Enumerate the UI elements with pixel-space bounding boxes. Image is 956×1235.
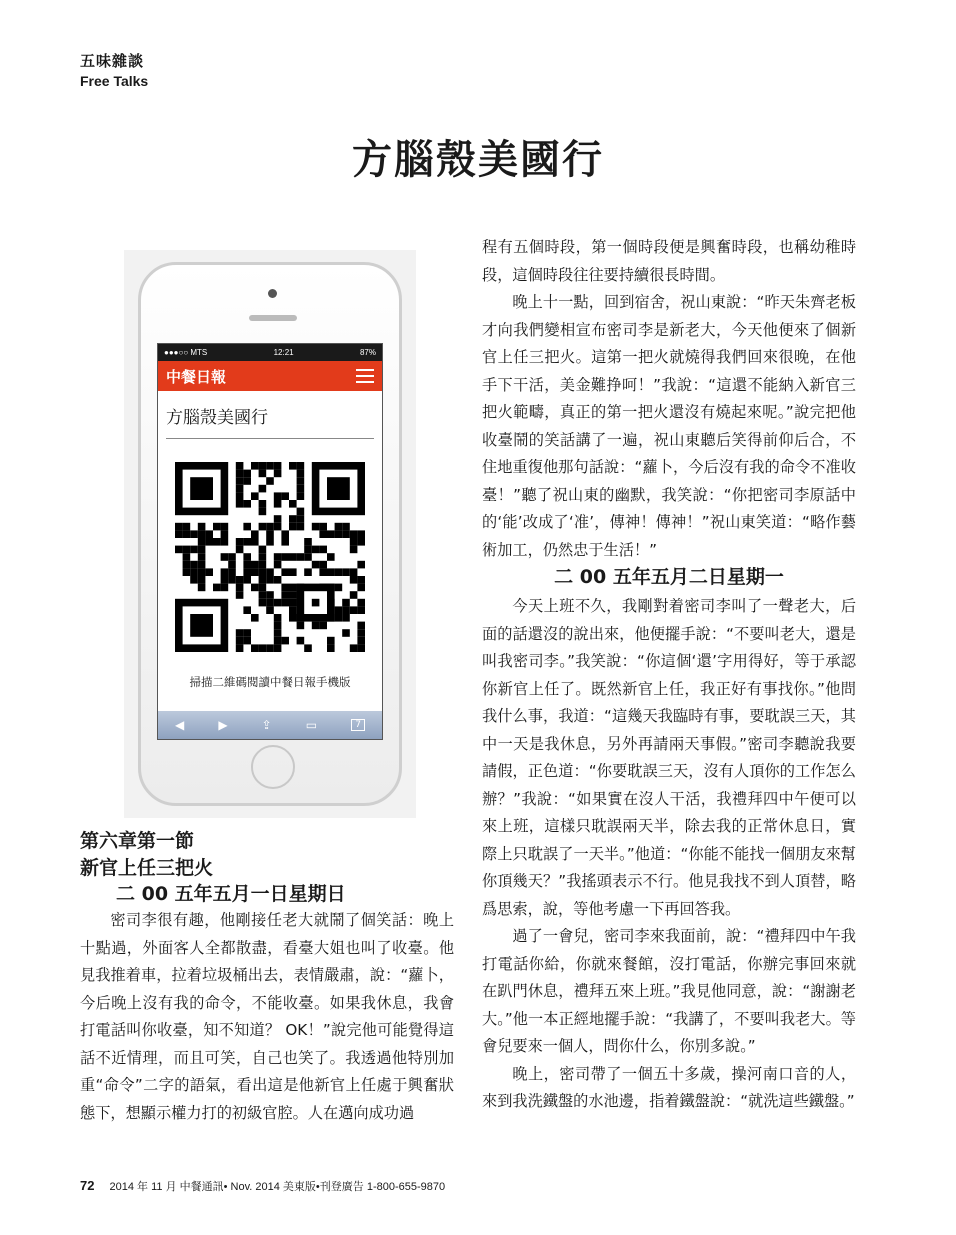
qr-code bbox=[175, 462, 365, 652]
back-arrow-icon: ◀ bbox=[175, 718, 185, 732]
chapter-heading: 第六章第一節 bbox=[80, 830, 195, 852]
hamburger-menu-icon bbox=[356, 369, 374, 383]
speaker-grille bbox=[249, 315, 297, 321]
paragraph: 密司李很有趣，他剛接任老大就鬧了個笑話：晚上十點過，外面客人全都散盡，看臺大姐也叫了收臺。他見我推着車，拉着垃圾桶出去，表情嚴肅，說：“蘿卜，今后晚上沒有我的命令，不能收臺。如果我休息，我會打電話叫你收臺，知不知道？ OK！”說完他可能覺得這話不近情理，而且可笑，自己也笑了。我透過他特別加重“命令”二字的語氣，看出這是他新官上任處于興奮狀態下，想顯示權力打的初級官腔。人在邁向成功過 bbox=[80, 911, 454, 1122]
page-footer bbox=[80, 1178, 445, 1194]
phone-screen bbox=[157, 343, 383, 740]
paragraph: 今天上班不久，我剛對着密司李叫了一聲老大，后面的話還沒的說出來，他便擺手說：“不要叫老大，還是叫我密司李。”我笑說：“你這個‘還’字用得好，等于承認你新官上任了。既然新官上任，我正好有事找你。”他問我什么事，我道：“這幾天我臨時有事，要耽誤三天，其中一天是我休息，另外再請兩天事假。”密司李聽說我要請假，正色道：“你要耽誤三天，沒有人頂你的工作怎么辦？”我說：“如果實在沒人干活，我禮拜四中午便可以來上班，這樣只耽誤兩天半，除去我的正常休息日，實際上只耽誤了一天半。”他道：“你能不能找一個朋友來幫你頂幾天？”我搖頭表示不行。他見我找不到人頂替，略爲思索，說，等他考慮一下再回答我。 bbox=[482, 597, 856, 918]
share-icon: ⇪ bbox=[261, 718, 272, 732]
qr-caption: 掃描二維碼閱讀中餐日報手機版 bbox=[189, 675, 351, 689]
app-logo: 中餐日報 bbox=[166, 367, 227, 386]
article-title: 方腦殼美國行 bbox=[352, 136, 604, 183]
paragraph: 晚上，密司帶了一個五十多歲，操河南口音的人，來到我洗鐵盤的水池邊，指着鐵盤說：“就洗這些鐵盤。” bbox=[482, 1064, 856, 1110]
battery-level: 87% bbox=[359, 348, 376, 357]
section-label-chinese: 五味雜談 bbox=[80, 52, 145, 70]
footer-text: 2014 年 11 月 中餐通訊• Nov. 2014 美東版•刊登廣告 1-800-655-9870 bbox=[109, 1181, 446, 1193]
date-heading-may-2: 二 00 五年五月二日星期一 bbox=[554, 566, 784, 588]
left-column bbox=[80, 907, 454, 1127]
paragraph: 過了一會兒，密司李來我面前，說：“禮拜四中午我打電話你給，你就來餐館，沒打電話，你辦完事回來就在趴門休息，禮拜五來上班。”我見他同意，說：“謝謝老大。”他一本正經地擺手說：“我講了，不要叫我老大。等會兒要來一個人，問你什么，你別多說。” bbox=[482, 927, 856, 1055]
camera-icon bbox=[268, 289, 277, 298]
date-heading-may-1: 二 00 五年五月一日星期日 bbox=[116, 883, 346, 905]
home-button bbox=[251, 745, 295, 789]
divider bbox=[166, 438, 374, 439]
app-header bbox=[158, 361, 382, 391]
bookmarks-icon: ▭ bbox=[305, 718, 318, 732]
paragraph: 晚上十一點，回到宿舍，祝山東說：“昨天朱齊老板才向我們變相宣布密司李是新老大，今天他便來了個新官上任三把火。這第一把火就燒得我們回來很晚，在他手下干活，美金難挣呵！”我說：“這還不能納入新官三把火範疇，真正的第一把火還沒有燒起來呢。”說完把他收臺鬧的笑話講了一遍，祝山東聽后笑得前仰后合，不住地重復他那句話說：“蘿卜，今后沒有我的命令不准收臺！”聽了祝山東的幽默，我笑說：“你把密司李原話中的‘能’改成了‘准’，傳神！傳神！”祝山東笑道：“略作藝術加工，仍然忠于生活！” bbox=[482, 293, 856, 559]
browser-toolbar bbox=[158, 711, 382, 739]
chapter-subtitle: 新官上任三把火 bbox=[80, 857, 214, 879]
status-bar bbox=[158, 344, 382, 361]
status-time: 12:21 bbox=[273, 348, 294, 357]
page-number: 72 bbox=[80, 1178, 95, 1193]
forward-arrow-icon: ▶ bbox=[218, 718, 228, 732]
paragraph: 程有五個時段，第一個時段便是興奮時段，也稱幼稚時段，這個時段往往要持續很長時間。 bbox=[482, 238, 856, 284]
section-label-english: Free Talks bbox=[80, 73, 149, 89]
tabs-icon: 7 bbox=[351, 719, 365, 731]
right-column bbox=[482, 234, 856, 1116]
screen-article-title: 方腦殼美國行 bbox=[166, 408, 268, 428]
carrier-signal: ●●●○○ MTS bbox=[164, 348, 208, 357]
